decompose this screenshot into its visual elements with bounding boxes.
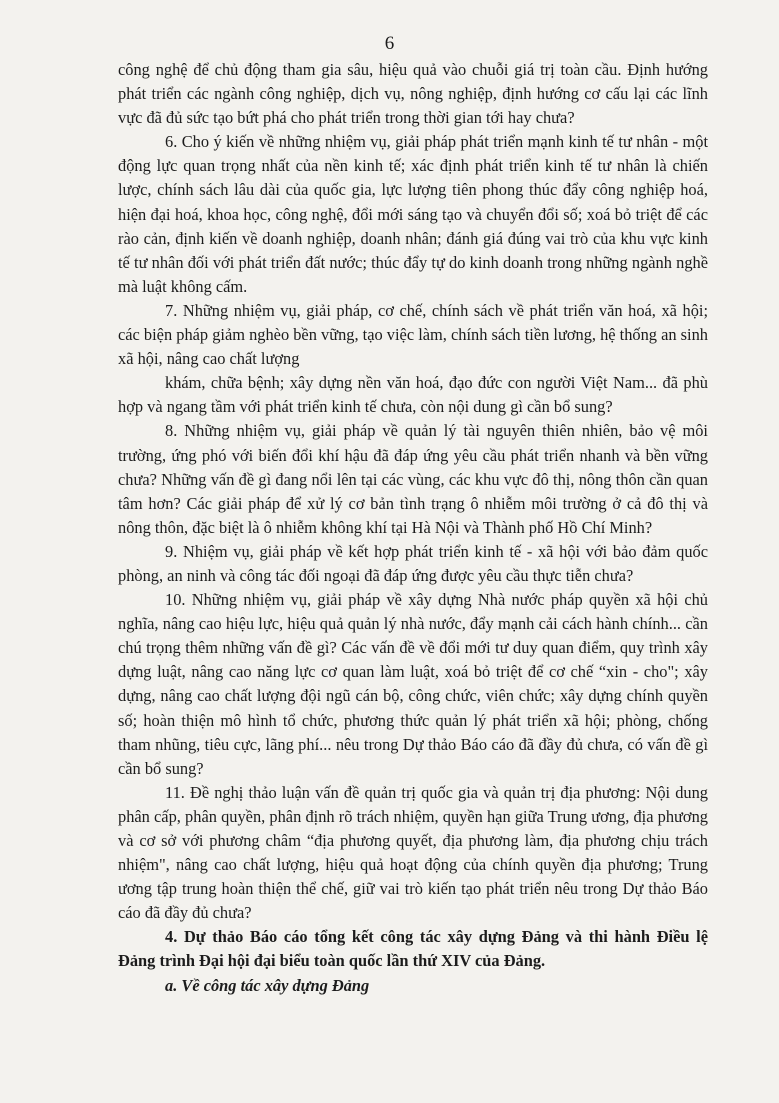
paragraph-item-6: 6. Cho ý kiến về những nhiệm vụ, giải pháp phát triển mạnh kinh tế tư nhân - một động lực quan trọng nhất của nền kinh tế; xác định phát triển kinh tế tư nhân là chiến lược, chính sách lâu dài của quốc gia, lực lượng tiên phong thúc đẩy công nghiệp hoá, hiện đại hoá, khoa học, công nghệ, đổi mới sáng tạo và chuyển đổi số; xoá bỏ triệt để các rào cản, định kiến về doanh nghiệp, doanh nhân; đánh giá đúng vai trò của khu vực kinh tế tư nhân đối với phát triển đất nước; thúc đẩy tự do kinh doanh trong những ngành nghề mà luật không cấm. (118, 132, 708, 296)
section-heading: 4. Dự thảo Báo cáo tổng kết công tác xây dựng Đảng và thi hành Điều lệ Đảng trình Đại hội đại biểu toàn quốc lần thứ XIV của Đảng. (118, 927, 708, 971)
paragraph-item-9: 9. Nhiệm vụ, giải pháp về kết hợp phát triển kinh tế - xã hội với bảo đảm quốc phòng, an ninh và công tác đối ngoại đã đáp ứng được yêu cầu thực tiễn chưa? (118, 541, 708, 585)
document-body (118, 58, 708, 998)
paragraph-item-7-continued: khám, chữa bệnh; xây dựng nền văn hoá, đạo đức con người Việt Nam... đã phù hợp và ngang tầm với phát triển kinh tế chưa, còn nội dung gì cần bổ sung? (118, 373, 708, 417)
paragraph-item-8: 8. Những nhiệm vụ, giải pháp về quản lý tài nguyên thiên nhiên, bảo vệ môi trường, ứng phó với biến đổi khí hậu đã đáp ứng yêu cầu phát triển nhanh và bền vững chưa? Những vấn đề gì đang nổi lên tại các vùng, các khu vực đô thị, nông thôn cần quan tâm hơn? Các giải pháp để xử lý cơ bản tình trạng ô nhiễm môi trường ở cả đô thị và nông thôn, đặc biệt là ô nhiễm không khí tại Hà Nội và Thành phố Hồ Chí Minh? (118, 421, 708, 537)
page-number: 6 (384, 33, 395, 54)
paragraph-item-11: 11. Đề nghị thảo luận vấn đề quản trị quốc gia và quản trị địa phương: Nội dung phân cấp, phân quyền, phân định rõ trách nhiệm, quyền hạn giữa Trung ương, địa phương và cơ sở với phương châm “địa phương quyết, địa phương làm, địa phương chịu trách nhiệm", nâng cao chất lượng, hiệu quả hoạt động của chính quyền địa phương; Trung ương tập trung hoàn thiện thể chế, giữ vai trò kiến tạo phát triển nêu trong Dự thảo Báo cáo đã đầy đủ chưa? (118, 782, 708, 923)
paragraph-item-7: 7. Những nhiệm vụ, giải pháp, cơ chế, chính sách về phát triển văn hoá, xã hội; các biện pháp giảm nghèo bền vững, tạo việc làm, chính sách tiền lương, hệ thống an sinh xã hội, nâng cao chất lượng (118, 300, 708, 369)
paragraph-item-10: 10. Những nhiệm vụ, giải pháp về xây dựng Nhà nước pháp quyền xã hội chủ nghĩa, nâng cao hiệu lực, hiệu quả quản lý nhà nước, đẩy mạnh cải cách hành chính... cần chú trọng thêm những vấn đề gì? Các vấn đề về đổi mới tư duy quan điểm, quy trình xây dựng luật, nâng cao năng lực cơ quan làm luật, xoá bỏ triệt để cơ chế “xin - cho"; xây dựng, nâng cao chất lượng đội ngũ cán bộ, công chức, viên chức; xây dựng chính quyền số; hoàn thiện mô hình tổ chức, phương thức quản lý phát triển xã hội; phòng, chống tham nhũng, tiêu cực, lãng phí... nêu trong Dự thảo Báo cáo đã đầy đủ chưa, có vấn đề gì cần bổ sung? (118, 590, 708, 778)
subsection-heading: a. Về công tác xây dựng Đảng (165, 975, 370, 995)
paragraph-continuation: công nghệ để chủ động tham gia sâu, hiệu quả vào chuỗi giá trị toàn cầu. Định hướng phát triển các ngành công nghiệp, dịch vụ, nông nghiệp, định hướng cơ cấu lại các lĩnh vực đã đủ sức tạo bứt phá cho phát triển trong thời gian tới hay chưa? (118, 60, 708, 128)
